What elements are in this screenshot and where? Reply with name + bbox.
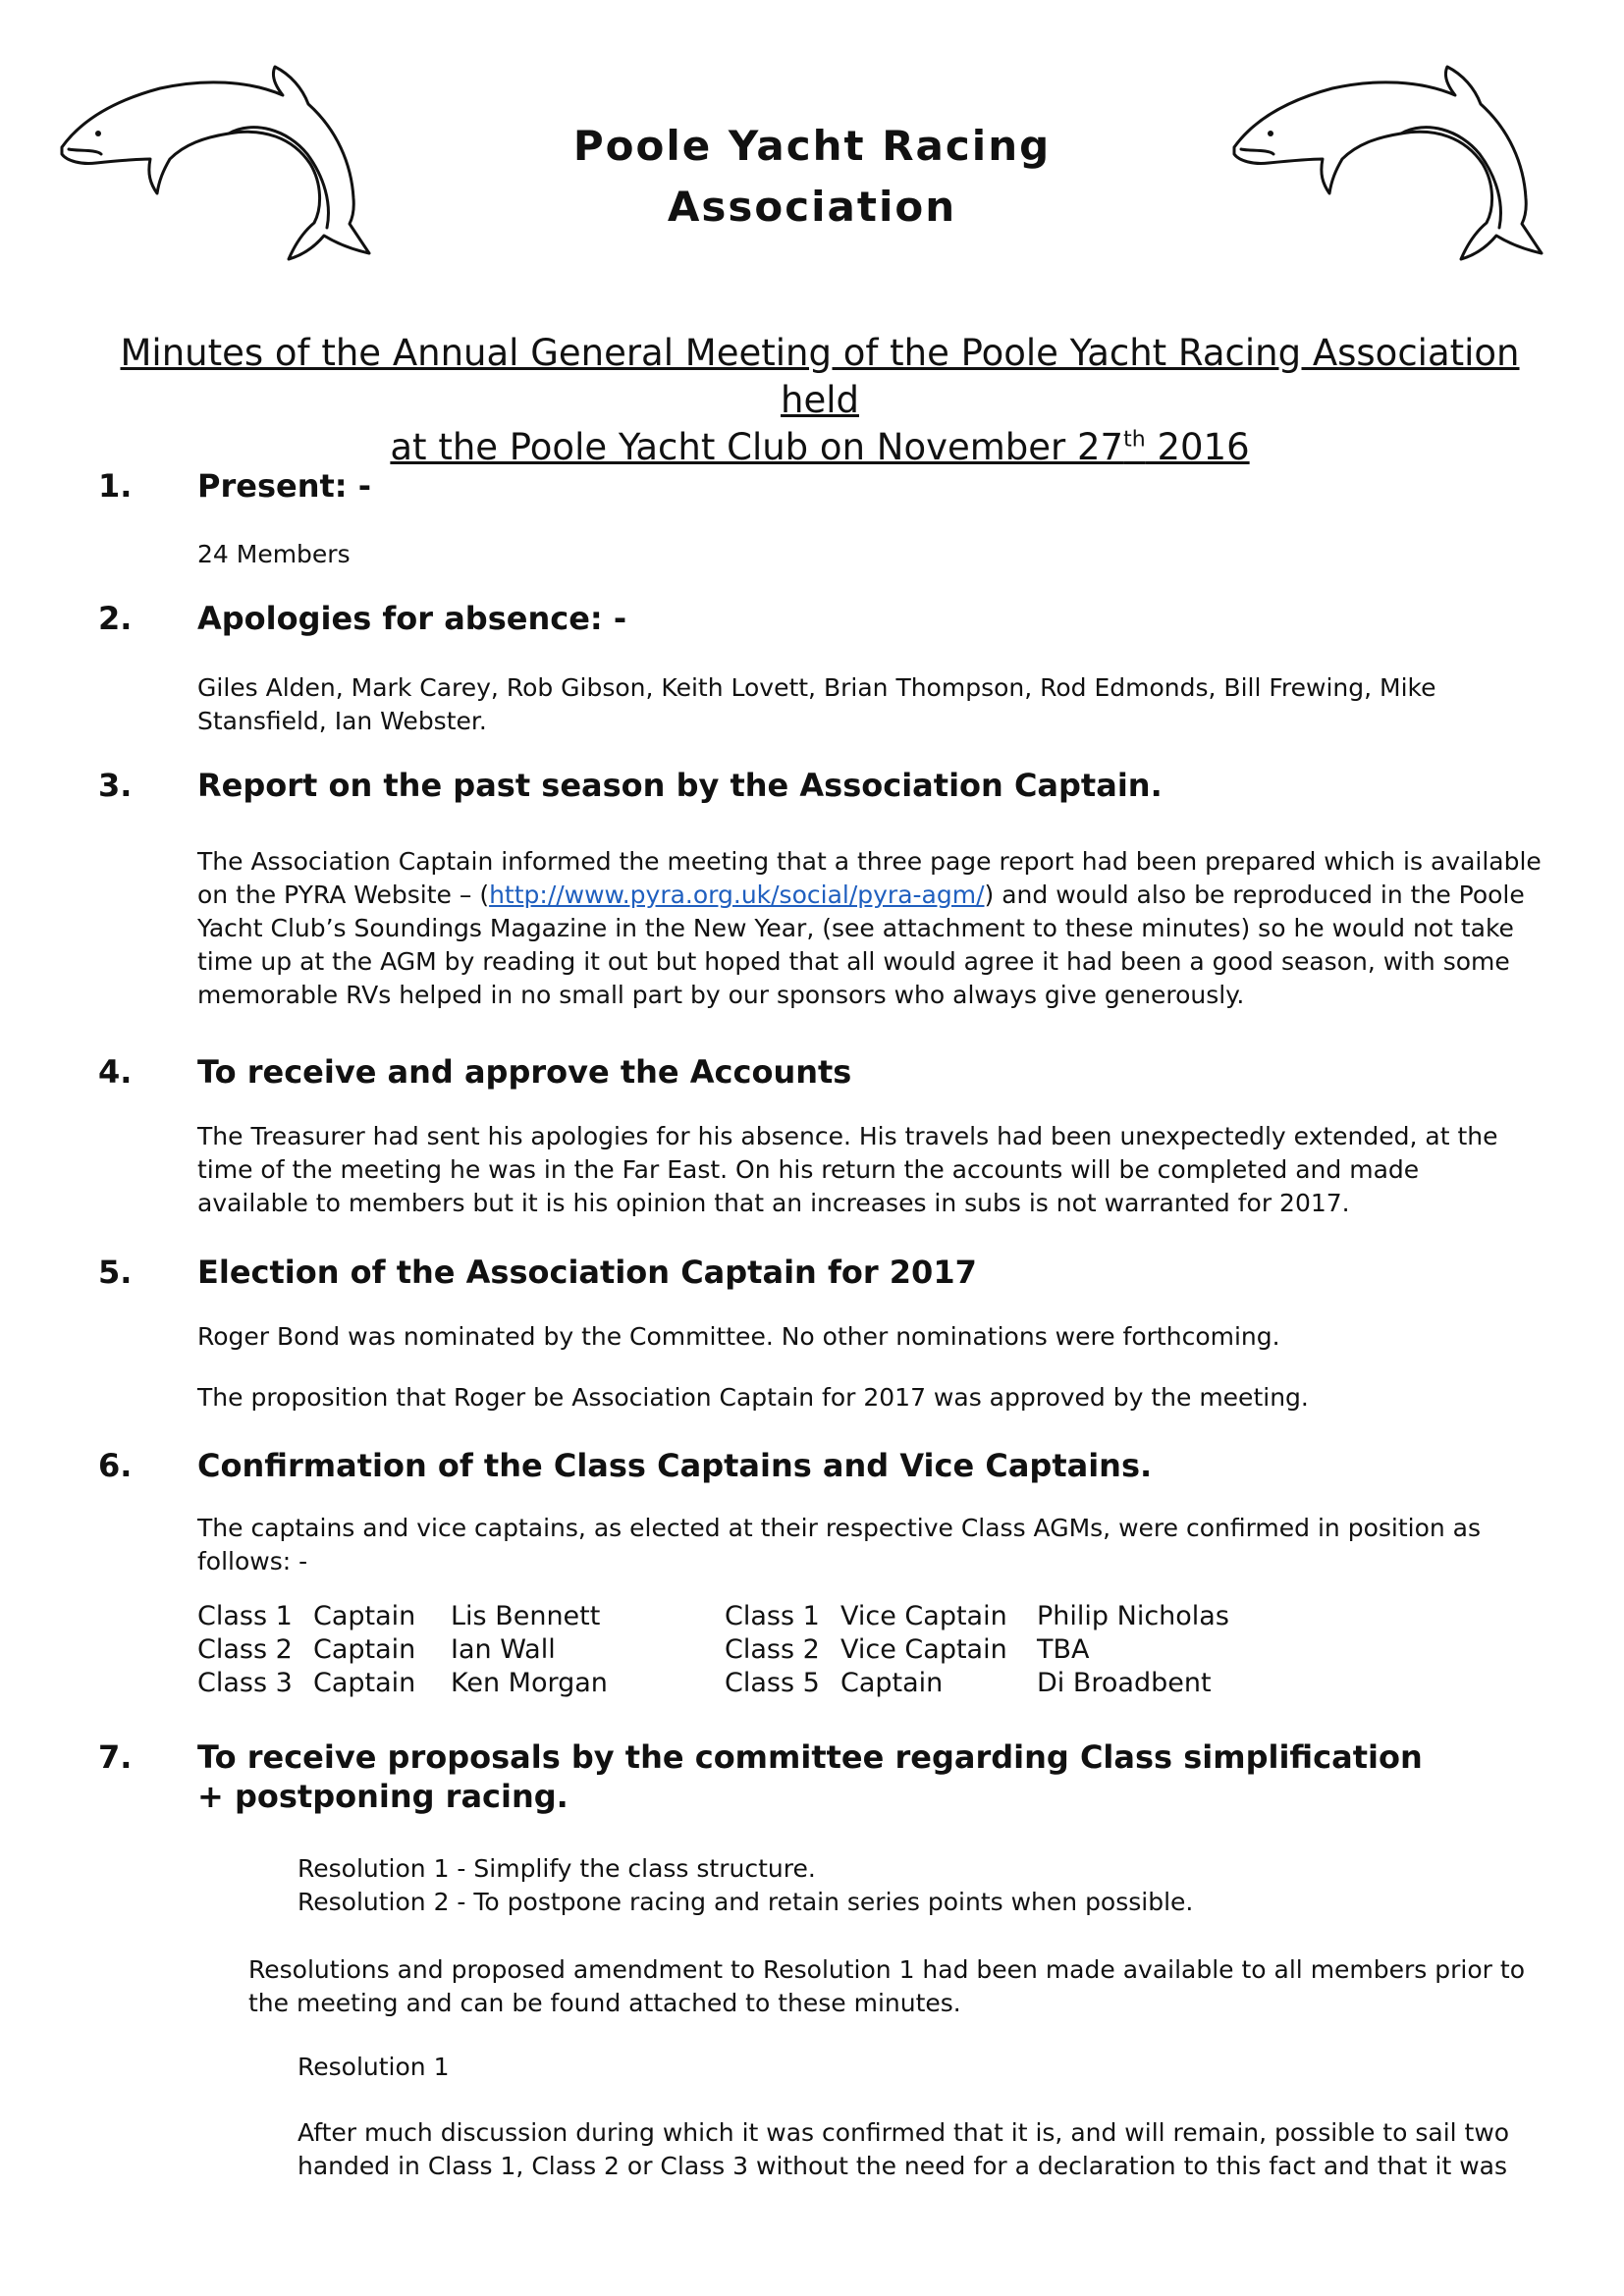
minutes-title-line1: Minutes of the Annual General Meeting of the Poole Yacht Racing Association held xyxy=(120,332,1520,421)
officer-name-2: TBA xyxy=(1037,1634,1090,1665)
section-5-body-2: The proposition that Roger be Association Captain for 2017 was approved by the meeting. xyxy=(197,1383,1309,1412)
section-3-heading: Report on the past season by the Association Captain. xyxy=(197,767,1163,804)
officer-name: Ian Wall xyxy=(451,1634,556,1665)
section-4-number: 4. xyxy=(98,1053,133,1091)
section-6-heading: Confirmation of the Class Captains and Vice Captains. xyxy=(197,1447,1153,1484)
minutes-title xyxy=(98,330,1542,471)
section-1-body: 24 Members xyxy=(197,540,351,568)
section-2-number: 2. xyxy=(98,600,133,637)
org-title-line1: Poole Yacht Racing xyxy=(572,122,1052,170)
officer-class-2: Class 1 xyxy=(725,1601,820,1631)
officer-role-2: Captain xyxy=(840,1668,944,1698)
section-7-heading: To receive proposals by the committee regarding Class simplification + postponing racing. xyxy=(197,1738,1423,1815)
section-3-body xyxy=(197,845,1547,1012)
resolution-2-summary: Resolution 2 - To postpone racing and retain series points when possible. xyxy=(298,1888,1194,1916)
officer-class: Class 2 xyxy=(197,1634,293,1665)
resolution-1-label: Resolution 1 xyxy=(298,2053,450,2081)
officer-role: Captain xyxy=(313,1601,416,1631)
section-5-body: Roger Bond was nominated by the Committee. No other nominations were forthcoming. xyxy=(197,1322,1280,1351)
section-7-body-2: After much discussion during which it was confirmed that it is, and will remain, possible to sail two handed in Class 1, Class 2 or Class 3 without the need for a declaration to this fact and that it was xyxy=(298,2118,1510,2180)
org-title-line2: Association xyxy=(667,183,957,231)
section-6-number: 6. xyxy=(98,1447,133,1484)
minutes-title-line2 xyxy=(98,424,1542,471)
section-4-heading: To receive and approve the Accounts xyxy=(197,1053,852,1091)
section-6-body: The captains and vice captains, as elected at their respective Class AGMs, were confirmed in position as follows: - xyxy=(197,1514,1482,1575)
section-4-body: The Treasurer had sent his apologies for his absence. His travels had been unexpectedly extended, at the time of the meeting he was in the Far East. On his return the accounts will be completed and made available to members but it is his opinion that an increases in subs is not warranted for 2017. xyxy=(197,1122,1498,1217)
section-3-body-text-cont: ) and would also be reproduced in the Poole Yacht Club’s Soundings Magazine in the New Year, (see attachment to these minutes) so he would not take time up at the AGM by reading it out but hoped that all would agree it had been a good season, with some memorable RVs helped in no small part by our sponsors who always give generously. xyxy=(197,881,1525,1009)
officer-class: Class 1 xyxy=(197,1601,293,1631)
section-2-body: Giles Alden, Mark Carey, Rob Gibson, Keith Lovett, Brian Thompson, Rod Edmonds, Bill Frewing, Mike Stansfield, Ian Webster. xyxy=(197,673,1436,735)
section-3-body-text: The Association Captain informed the meeting that a three page report had been prepared which is available on the PYRA Website – ( xyxy=(197,847,1542,909)
date-suffix: th xyxy=(1123,427,1146,453)
officer-class: Class 3 xyxy=(197,1668,293,1698)
minutes-title-year: 2016 xyxy=(1145,426,1250,468)
officer-row xyxy=(197,1667,1376,1700)
officer-role-2: Vice Captain xyxy=(840,1601,1007,1631)
section-7-body: Resolutions and proposed amendment to Resolution 1 had been made available to all members prior to the meeting and can be found attached to these minutes. xyxy=(248,1955,1525,2017)
section-3-number: 3. xyxy=(98,767,133,804)
officer-role-2: Vice Captain xyxy=(840,1634,1007,1665)
officer-row xyxy=(197,1633,1376,1667)
pyra-agm-link[interactable]: http://www.pyra.org.uk/social/pyra-agm/ xyxy=(489,881,985,909)
resolution-1-summary: Resolution 1 - Simplify the class structure. xyxy=(298,1854,816,1883)
section-1-heading: Present: - xyxy=(197,467,371,505)
officer-name-2: Di Broadbent xyxy=(1037,1668,1212,1698)
section-2-heading: Apologies for absence: - xyxy=(197,600,627,637)
officer-class-2: Class 2 xyxy=(725,1634,820,1665)
officer-name-2: Philip Nicholas xyxy=(1037,1601,1229,1631)
officer-row xyxy=(197,1600,1376,1633)
officer-name: Lis Bennett xyxy=(451,1601,601,1631)
section-5-number: 5. xyxy=(98,1254,133,1291)
officer-class-2: Class 5 xyxy=(725,1668,820,1698)
section-7-number: 7. xyxy=(98,1738,133,1776)
organisation-title xyxy=(0,116,1624,238)
officer-role: Captain xyxy=(313,1634,416,1665)
class-officers-table xyxy=(197,1600,1376,1700)
officer-role: Captain xyxy=(313,1668,416,1698)
section-1-number: 1. xyxy=(98,467,133,505)
officer-name: Ken Morgan xyxy=(451,1668,608,1698)
minutes-title-line2-text: at the Poole Yacht Club on November 27 xyxy=(390,426,1124,468)
section-5-heading: Election of the Association Captain for 2017 xyxy=(197,1254,977,1291)
